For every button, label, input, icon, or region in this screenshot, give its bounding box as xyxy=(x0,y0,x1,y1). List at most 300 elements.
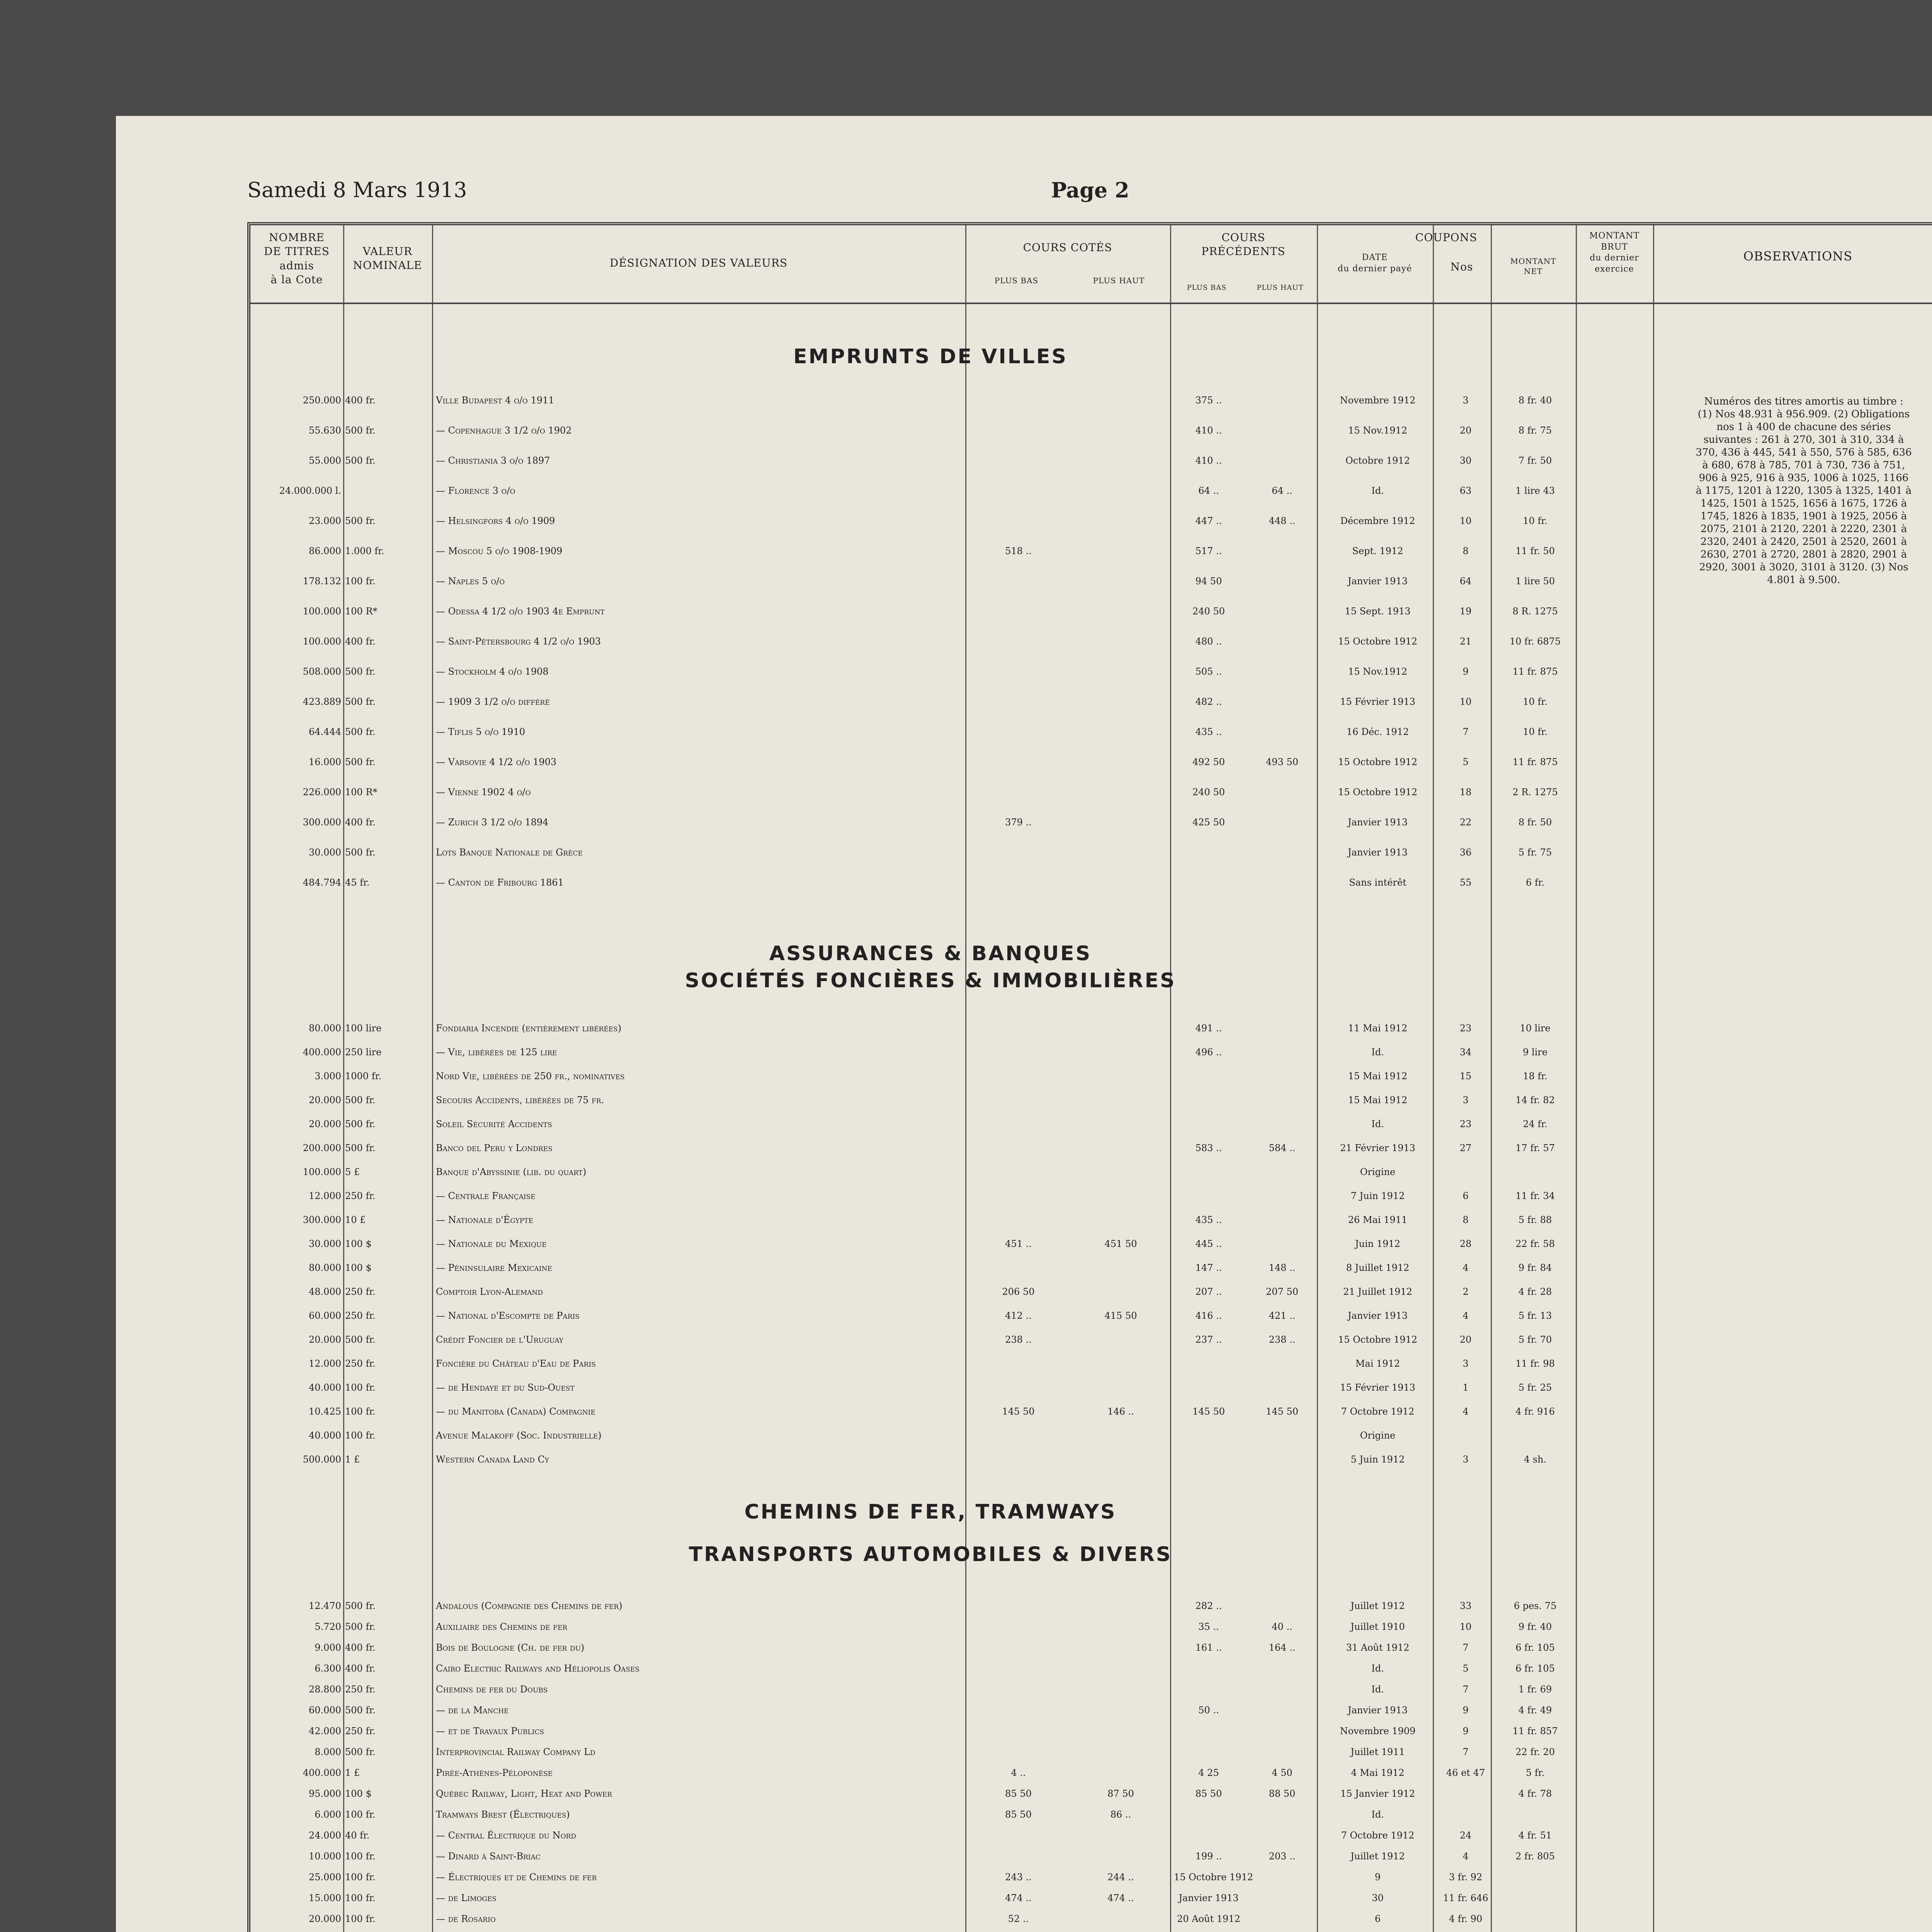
table-cell: Avenue Malakoff (Soc. Industrielle) xyxy=(436,1430,602,1441)
table-cell: 7 xyxy=(1463,1747,1469,1757)
table-cell: 27 xyxy=(1459,1143,1472,1153)
table-cell: — Copenhague 3 1/2 o/o 1902 xyxy=(436,425,572,436)
table-cell: 100 fr. xyxy=(345,1913,376,1924)
table-cell: 18 fr. xyxy=(1523,1071,1548,1082)
table-cell: 496 .. xyxy=(1195,1047,1222,1058)
table-cell: 11 fr. 98 xyxy=(1515,1358,1555,1369)
table-cell: 400 fr. xyxy=(345,1663,376,1674)
table-cell: 8 Juillet 1912 xyxy=(1346,1262,1410,1273)
table-cell: 6 xyxy=(1374,1913,1381,1924)
table-cell: 45 fr. xyxy=(345,877,370,888)
table-cell: 15 Mai 1912 xyxy=(1348,1095,1408,1105)
table-cell: 23 xyxy=(1459,1119,1472,1129)
table-cell: 5 fr. 70 xyxy=(1518,1334,1552,1345)
table-cell: 64 xyxy=(1459,576,1472,587)
table-cell: 100.000 xyxy=(303,606,341,617)
table-cell: 1 £ xyxy=(345,1454,360,1465)
table-cell: 80.000 xyxy=(309,1023,341,1034)
section-title-societes: SOCIÉTÉS FONCIÈRES & IMMOBILIÈRES xyxy=(685,969,1176,992)
table-cell: 23 xyxy=(1459,1023,1472,1034)
table-row xyxy=(254,847,1649,857)
table-cell: 400.000 xyxy=(303,1767,341,1778)
table-cell: 100 fr. xyxy=(345,1809,376,1820)
table-cell: 15 xyxy=(1459,1071,1472,1082)
table-cell: 7 fr. 50 xyxy=(1518,455,1552,466)
table-cell: Origine xyxy=(1360,1430,1396,1441)
table-cell: 10 £ xyxy=(345,1214,366,1225)
col-header-observations: OBSERVATIONS xyxy=(1743,249,1853,264)
table-cell: 410 .. xyxy=(1195,425,1222,436)
table-cell: 146 .. xyxy=(1107,1406,1134,1417)
table-cell: 18 xyxy=(1459,787,1472,798)
table-cell: 7 Juin 1912 xyxy=(1350,1190,1405,1201)
table-cell: 1 £ xyxy=(345,1767,360,1778)
table-cell: 10 fr. xyxy=(1523,726,1548,737)
table-cell: 20 Août 1912 xyxy=(1177,1913,1240,1924)
table-cell: Janvier 1913 xyxy=(1347,817,1408,828)
table-cell: 435 .. xyxy=(1195,726,1222,737)
table-cell: Secours Accidents, libérées de 75 fr. xyxy=(436,1095,604,1105)
table-cell: 250.000 xyxy=(303,395,341,406)
table-cell: 100 fr. xyxy=(345,1872,376,1883)
table-cell: 300.000 xyxy=(303,817,341,828)
table-cell: — du Manitoba (Canada) Compagnie xyxy=(436,1406,595,1417)
table-cell: 42.000 xyxy=(309,1726,341,1736)
table-cell: 480 .. xyxy=(1195,636,1222,647)
table-cell: Comptoir Lyon-Alemand xyxy=(436,1286,543,1297)
table-cell: 28.800 xyxy=(309,1684,341,1695)
col-header-nombre: NOMBRE DE TITRES admis à la Cote xyxy=(264,231,330,286)
table-cell: 250 fr. xyxy=(345,1286,376,1297)
table-cell: 64.444 xyxy=(309,726,341,737)
table-row xyxy=(254,1406,1649,1417)
table-row xyxy=(254,727,1649,737)
table-cell: 10 lire xyxy=(1520,1023,1551,1034)
table-cell: 10 xyxy=(1459,515,1472,526)
table-cell: 2 xyxy=(1463,1286,1469,1297)
table-cell: 500 fr. xyxy=(345,425,376,436)
table-cell: 3 xyxy=(1463,395,1469,406)
table-cell: Id. xyxy=(1371,485,1384,496)
table-cell: Janvier 1913 xyxy=(1347,847,1408,858)
table-cell: 10.425 xyxy=(309,1406,341,1417)
table-row xyxy=(254,667,1649,677)
table-cell: 8.000 xyxy=(315,1747,341,1757)
table-cell: 145 50 xyxy=(1266,1406,1298,1417)
table-cell: — Nationale du Mexique xyxy=(436,1238,547,1249)
table-cell: 17 fr. 57 xyxy=(1515,1143,1555,1153)
table-cell: 161 .. xyxy=(1195,1642,1222,1653)
table-cell: — de Rosario xyxy=(436,1913,496,1924)
table-cell: 9.000 xyxy=(315,1642,341,1653)
observations-villes xyxy=(1696,395,1912,592)
table-cell: — et de Travaux Publics xyxy=(436,1726,544,1736)
table-cell: 9 fr. 40 xyxy=(1518,1621,1552,1632)
table-cell: 6 pes. 75 xyxy=(1514,1600,1557,1611)
table-cell: Juin 1912 xyxy=(1355,1238,1400,1249)
table-cell: 4 fr. 90 xyxy=(1449,1913,1483,1924)
table-row xyxy=(254,1684,1649,1694)
table-cell: 3.000 xyxy=(315,1071,341,1082)
table-cell: Lots Banque Nationale de Grèce xyxy=(436,847,583,858)
table-cell: 94 50 xyxy=(1195,576,1222,587)
table-cell: 518 .. xyxy=(1005,546,1032,556)
table-cell: Fondiaria Incendie (entièrement libérées) xyxy=(436,1023,622,1034)
table-cell: 100 fr. xyxy=(345,1406,376,1417)
table-cell: 203 .. xyxy=(1269,1851,1296,1862)
table-cell: — Helsingfors 4 o/o 1909 xyxy=(436,515,555,526)
table-row xyxy=(254,606,1649,616)
table-cell: 500 fr. xyxy=(345,696,376,707)
col-header-valeur: VALEUR NOMINALE xyxy=(353,245,422,272)
table-cell: Andalous (Compagnie des Chemins de fer) xyxy=(436,1600,622,1611)
table-cell: Western Canada Land Cy xyxy=(436,1454,549,1465)
table-cell: 20.000 xyxy=(309,1119,341,1129)
table-cell: 500 fr. xyxy=(345,515,376,526)
table-cell: 2 R. 1275 xyxy=(1512,787,1558,798)
table-cell: — de Hendaye et du Sud-Ouest xyxy=(436,1382,575,1393)
table-cell: 445 .. xyxy=(1195,1238,1222,1249)
table-cell: 55.630 xyxy=(309,425,341,436)
table-row xyxy=(254,1768,1649,1778)
table-cell: 493 50 xyxy=(1266,757,1298,767)
table-cell: 500 fr. xyxy=(345,726,376,737)
col-header-plus-haut: PLUS HAUT xyxy=(1093,276,1145,285)
table-cell: 400 fr. xyxy=(345,395,376,406)
table-cell: 6 fr. xyxy=(1526,877,1545,888)
table-cell: 85 50 xyxy=(1005,1788,1032,1799)
col-header-date: DATE du dernier payé xyxy=(1337,253,1412,274)
table-cell: Origine xyxy=(1360,1167,1396,1177)
table-cell: 4 fr. 78 xyxy=(1518,1788,1552,1799)
table-cell: 145 50 xyxy=(1192,1406,1225,1417)
table-cell: 15 Octobre 1912 xyxy=(1174,1872,1253,1883)
table-cell: 400.000 xyxy=(303,1047,341,1058)
table-cell: 238 .. xyxy=(1005,1334,1032,1345)
table-cell: 415 50 xyxy=(1104,1310,1137,1321)
table-row xyxy=(254,1359,1649,1369)
table-cell: 87 50 xyxy=(1107,1788,1134,1799)
table-cell: 6 xyxy=(1463,1190,1469,1201)
table-cell: — Tiflis 5 o/o 1910 xyxy=(436,726,525,737)
col-header-plus-bas: PLUS BAS xyxy=(994,276,1039,285)
table-cell: 451 50 xyxy=(1104,1238,1137,1249)
table-cell: 4 xyxy=(1463,1262,1469,1273)
table-cell: 517 .. xyxy=(1195,546,1222,556)
table-cell: 12.000 xyxy=(309,1190,341,1201)
table-cell: 7 xyxy=(1463,1684,1469,1695)
table-cell: 100 fr. xyxy=(345,1893,376,1903)
table-cell: 282 .. xyxy=(1195,1600,1222,1611)
table-cell: 491 .. xyxy=(1195,1023,1222,1034)
table-cell: 21 xyxy=(1459,636,1472,647)
table-row xyxy=(254,1167,1649,1177)
table-cell: 10 xyxy=(1459,696,1472,707)
table-cell: 15 Mai 1912 xyxy=(1348,1071,1408,1082)
table-row xyxy=(254,1454,1649,1464)
table-cell: 474 .. xyxy=(1005,1893,1032,1903)
table-cell: 21 Février 1913 xyxy=(1340,1143,1415,1153)
table-row xyxy=(254,456,1649,466)
table-cell: 28 xyxy=(1459,1238,1472,1249)
table-cell: Interprovincial Railway Company Ld xyxy=(436,1747,595,1757)
table-cell: — Naples 5 o/o xyxy=(436,576,505,587)
table-cell: Sans intérêt xyxy=(1349,877,1406,888)
table-cell: 34 xyxy=(1459,1047,1472,1058)
header-page-number: Page 2 xyxy=(1051,178,1129,202)
table-cell: 500.000 xyxy=(303,1454,341,1465)
table-cell: 505 .. xyxy=(1195,666,1222,677)
table-cell: 21 Juillet 1912 xyxy=(1343,1286,1412,1297)
table-cell: 250 fr. xyxy=(345,1190,376,1201)
table-cell: 60.000 xyxy=(309,1705,341,1716)
table-cell: 423.889 xyxy=(303,696,341,707)
table-row xyxy=(254,1726,1649,1736)
table-row xyxy=(254,697,1649,707)
table-cell: Tramways Brest (Électriques) xyxy=(436,1809,570,1820)
table-cell: 24 xyxy=(1459,1830,1472,1841)
table-row xyxy=(254,546,1649,556)
table-cell: Ville Budapest 4 o/o 1911 xyxy=(436,395,554,406)
table-row xyxy=(254,1914,1649,1924)
table-cell: 421 .. xyxy=(1269,1310,1296,1321)
table-cell: 88 50 xyxy=(1269,1788,1296,1799)
col-header-prec-bas: PLUS BAS xyxy=(1187,284,1227,292)
table-cell: 36 xyxy=(1459,847,1472,858)
table-cell: 20 xyxy=(1459,425,1472,436)
table-cell: — 1909 3 1/2 o/o différé xyxy=(436,696,550,707)
table-row xyxy=(254,1430,1649,1440)
table-cell: 3 xyxy=(1463,1095,1469,1105)
table-cell: 100 $ xyxy=(345,1788,372,1799)
table-cell: Décembre 1912 xyxy=(1340,515,1415,526)
table-cell: Sept. 1912 xyxy=(1352,546,1403,556)
table-cell: Crédit Foncier de l'Uruguay xyxy=(436,1334,564,1345)
table-cell: 24 fr. xyxy=(1523,1119,1548,1129)
table-cell: 4 xyxy=(1463,1851,1469,1862)
table-cell: 14 fr. 82 xyxy=(1515,1095,1555,1105)
table-cell: — Odessa 4 1/2 o/o 1903 4e Emprunt xyxy=(436,606,605,617)
table-cell: 8 fr. 50 xyxy=(1518,817,1552,828)
table-cell: — Péninsulaire Mexicaine xyxy=(436,1262,552,1273)
table-cell: 1 xyxy=(1463,1382,1469,1393)
table-row xyxy=(254,757,1649,767)
table-cell: 5 Juin 1912 xyxy=(1350,1454,1405,1465)
table-cell: 100 $ xyxy=(345,1238,372,1249)
table-cell: 46 et 47 xyxy=(1446,1767,1485,1778)
table-cell: — Dinard à Saint-Briac xyxy=(436,1851,541,1862)
table-cell: 500 fr. xyxy=(345,1334,376,1345)
table-cell: 24.000.000 l. xyxy=(279,485,341,496)
table-cell: 15 Sept. 1913 xyxy=(1345,606,1411,617)
table-cell: 10 fr. xyxy=(1523,696,1548,707)
table-cell: Juillet 1912 xyxy=(1350,1851,1405,1862)
table-cell: Novembre 1909 xyxy=(1340,1726,1416,1736)
table-cell: 48.000 xyxy=(309,1286,341,1297)
table-cell: 15 Octobre 1912 xyxy=(1338,757,1418,767)
table-cell: — Central Électrique du Nord xyxy=(436,1830,576,1841)
table-row xyxy=(254,1095,1649,1105)
table-cell: 500 fr. xyxy=(345,1119,376,1129)
table-row xyxy=(254,878,1649,888)
table-cell: 12.470 xyxy=(309,1600,341,1611)
table-cell: 100 R* xyxy=(345,787,378,798)
table-cell: 9 xyxy=(1463,666,1469,677)
col-header-no: Nos xyxy=(1450,260,1473,273)
table-cell: 237 .. xyxy=(1195,1334,1222,1345)
table-cell: 50 .. xyxy=(1198,1705,1219,1716)
table-row xyxy=(254,1705,1649,1715)
table-cell: — Centrale Française xyxy=(436,1190,536,1201)
section-title-transports: TRANSPORTS AUTOMOBILES & DIVERS xyxy=(689,1543,1172,1566)
table-cell: Id. xyxy=(1371,1047,1384,1058)
table-cell: 100 $ xyxy=(345,1262,372,1273)
table-cell: 500 fr. xyxy=(345,1621,376,1632)
table-cell: 5 fr. 13 xyxy=(1518,1310,1552,1321)
table-cell: — National d'Escompte de Paris xyxy=(436,1310,580,1321)
table-cell: 10 fr. xyxy=(1523,515,1548,526)
table-cell: 379 .. xyxy=(1005,817,1032,828)
table-cell: Bois de Boulogne (Ch. de fer du) xyxy=(436,1642,585,1653)
table-cell: 100 lire xyxy=(345,1023,382,1034)
table-cell: 24.000 xyxy=(309,1830,341,1841)
table-cell: 30.000 xyxy=(309,1238,341,1249)
table-cell: — Nationale d'Égypte xyxy=(436,1214,533,1225)
col-header-cours-cotes: COURS COTÉS xyxy=(1023,241,1112,254)
table-cell: 5 xyxy=(1463,757,1469,767)
col-header-cours-precedents: COURS PRÉCÉDENTS xyxy=(1201,231,1286,258)
table-cell: Juillet 1911 xyxy=(1350,1747,1405,1757)
table-cell: 164 .. xyxy=(1269,1642,1296,1653)
table-cell: Id. xyxy=(1371,1684,1384,1695)
section-title-chemins: CHEMINS DE FER, TRAMWAYS xyxy=(744,1500,1117,1524)
table-cell: 412 .. xyxy=(1005,1310,1032,1321)
table-cell: — de la Manche xyxy=(436,1705,509,1716)
table-row xyxy=(254,1383,1649,1393)
table-cell: 1 lire 50 xyxy=(1515,576,1555,587)
table-row xyxy=(254,1263,1649,1273)
col-header-prec-haut: PLUS HAUT xyxy=(1257,284,1304,292)
table-cell: 15 Janvier 1912 xyxy=(1340,1788,1415,1799)
table-cell: — Vienne 1902 4 o/o xyxy=(436,787,531,798)
table-row xyxy=(254,1023,1649,1033)
table-cell: — Saint-Pétersbourg 4 1/2 o/o 1903 xyxy=(436,636,601,647)
table-row xyxy=(254,1747,1649,1757)
table-cell: 40 .. xyxy=(1272,1621,1293,1632)
table-cell: 1 lire 43 xyxy=(1515,485,1555,496)
table-cell: 10 fr. 6875 xyxy=(1509,636,1561,647)
table-cell: 9 xyxy=(1374,1872,1381,1883)
table-cell: 410 .. xyxy=(1195,455,1222,466)
table-cell: 2 fr. 805 xyxy=(1515,1851,1555,1862)
table-row xyxy=(254,636,1649,646)
table-cell: 10.000 xyxy=(309,1851,341,1862)
table-cell: 250 lire xyxy=(345,1047,382,1058)
table-cell: 19 xyxy=(1459,606,1472,617)
observations-villes-text: Numéros des titres amortis au timbre : (1) Nos 48.931 à 956.909. (2) Obligations nos 1 à 400 de chacune des séries suivantes : 261 à 270, 301 à 310, 334 à 370, 436 à 445, 541 à 550, 576 à 585, 636 à 680, 678 à 785, 701 à 730, 736 à 751, 906 à 925, 916 à 935, 1006 à 1025, 1166 à 1175, 1201 à 1220, 1305 à 1325, 1401 à 1425, 1501 à 1525, 1656 à 1675, 1726 à 1745, 1826 à 1835, 1901 à 1925, 2056 à 2075, 2101 à 2120, 2201 à 2220, 2301 à 2320, 2401 à 2420, 2501 à 2520, 2601 à 2630, 2701 à 2720, 2801 à 2820, 2901 à 2920, 3001 à 3020, 3101 à 3120. (3) Nos 4.801 à 9.500. xyxy=(1696,396,1912,586)
table-cell: Id. xyxy=(1371,1663,1384,1674)
table-cell: 31 Août 1912 xyxy=(1346,1642,1410,1653)
table-cell: 22 xyxy=(1459,817,1472,828)
table-cell: 508.000 xyxy=(303,666,341,677)
table-cell: 11 fr. 857 xyxy=(1512,1726,1558,1736)
table-row xyxy=(254,1601,1649,1611)
table-cell: 474 .. xyxy=(1107,1893,1134,1903)
table-cell: 492 50 xyxy=(1192,757,1225,767)
table-cell: 1.000 fr. xyxy=(345,546,384,556)
table-cell: 583 .. xyxy=(1195,1143,1222,1153)
table-cell: 8 xyxy=(1463,546,1469,556)
table-cell: 15.000 xyxy=(309,1893,341,1903)
table-cell: 80.000 xyxy=(309,1262,341,1273)
table-row xyxy=(254,817,1649,827)
table-cell: 52 .. xyxy=(1008,1913,1029,1924)
table-cell: 1 fr. 69 xyxy=(1518,1684,1552,1695)
table-cell: 375 .. xyxy=(1195,395,1222,406)
table-row xyxy=(254,576,1649,586)
table-row xyxy=(254,1287,1649,1297)
table-cell: 300.000 xyxy=(303,1214,341,1225)
table-row xyxy=(254,1119,1649,1129)
table-cell: Juillet 1912 xyxy=(1350,1600,1405,1611)
table-row xyxy=(254,1663,1649,1673)
table-cell: 15 Nov.1912 xyxy=(1348,666,1408,677)
table-cell: 448 .. xyxy=(1269,515,1296,526)
table-cell: 206 50 xyxy=(1002,1286,1035,1297)
table-row xyxy=(254,1143,1649,1153)
table-row xyxy=(254,1643,1649,1653)
table-cell: 207 50 xyxy=(1266,1286,1298,1297)
table-cell: 6.300 xyxy=(315,1663,341,1674)
table-cell: Auxiliaire des Chemins de fer xyxy=(436,1621,568,1632)
table-cell: Banque d'Abyssinie (lib. du quart) xyxy=(436,1167,587,1177)
table-cell: 435 .. xyxy=(1195,1214,1222,1225)
table-cell: 25.000 xyxy=(309,1872,341,1883)
table-cell: 100 R* xyxy=(345,606,378,617)
table-cell: Novembre 1912 xyxy=(1340,395,1416,406)
table-cell: 482 .. xyxy=(1195,696,1222,707)
table-row xyxy=(254,1335,1649,1345)
table-cell: 9 xyxy=(1463,1705,1469,1716)
table-cell: 400 fr. xyxy=(345,636,376,647)
table-cell: — Moscou 5 o/o 1908-1909 xyxy=(436,546,563,556)
table-cell: 15 Octobre 1912 xyxy=(1338,636,1418,647)
table-cell: 95.000 xyxy=(309,1788,341,1799)
table-cell: 1000 fr. xyxy=(345,1071,382,1082)
table-row xyxy=(254,425,1649,435)
table-cell: 8 xyxy=(1463,1214,1469,1225)
table-cell: 12.000 xyxy=(309,1358,341,1369)
table-cell: 64 .. xyxy=(1272,485,1293,496)
table-cell: 7 Octobre 1912 xyxy=(1341,1830,1415,1841)
table-cell: Mai 1912 xyxy=(1355,1358,1400,1369)
col-header-coupons: COUPONS xyxy=(1415,231,1478,244)
table-cell: 200.000 xyxy=(303,1143,341,1153)
table-cell: 15 Février 1913 xyxy=(1340,696,1415,707)
table-cell: 4 fr. 916 xyxy=(1515,1406,1555,1417)
table-cell: 250 fr. xyxy=(345,1358,376,1369)
table-cell: 207 .. xyxy=(1195,1286,1222,1297)
table-cell: 9 fr. 84 xyxy=(1518,1262,1552,1273)
table-cell: 4 sh. xyxy=(1524,1454,1547,1465)
table-cell: 5 fr. 25 xyxy=(1518,1382,1552,1393)
table-cell: 4 xyxy=(1463,1310,1469,1321)
table-cell: 500 fr. xyxy=(345,1095,376,1105)
table-cell: 100.000 xyxy=(303,636,341,647)
table-cell: 400 fr. xyxy=(345,1642,376,1653)
table-cell: 100 fr. xyxy=(345,1382,376,1393)
table-cell: 85 50 xyxy=(1195,1788,1222,1799)
